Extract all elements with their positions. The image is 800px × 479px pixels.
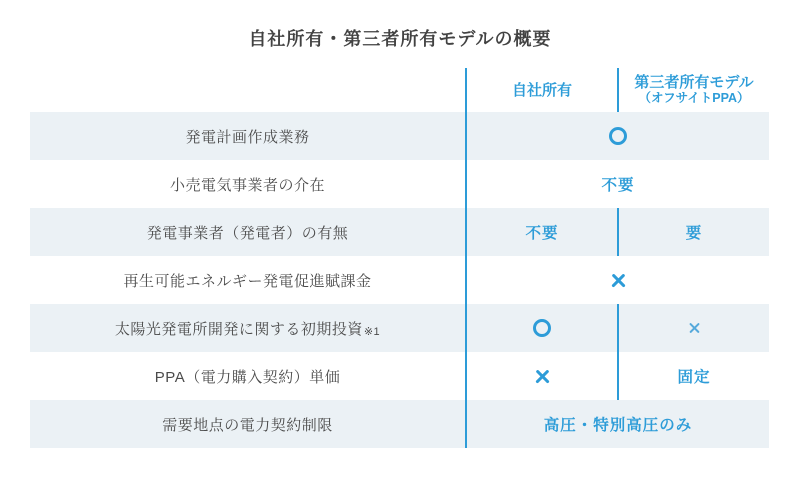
- value-text: 不要: [601, 177, 635, 194]
- cross-icon: [610, 272, 627, 289]
- value-cell: [465, 352, 617, 400]
- header-col-third-party-sublabel: （オフサイトPPA）: [638, 91, 750, 105]
- value-text: 不要: [525, 225, 559, 242]
- row-label-text: 発電事業者（発電者）の有無: [146, 224, 349, 242]
- table-row: [30, 400, 769, 448]
- table-row: [30, 112, 769, 160]
- row-label-text: 再生可能エネルギー発電促進賦課金: [123, 272, 372, 290]
- row-label: [30, 256, 465, 304]
- row-label-text: 需要地点の電力契約制限: [162, 416, 333, 434]
- row-label-note: ※1: [363, 325, 381, 338]
- table-row: [30, 352, 769, 400]
- value-cell: [465, 112, 769, 160]
- value-cell: [465, 256, 769, 304]
- page-title: 自社所有・第三者所有モデルの概要: [248, 29, 552, 49]
- header-col-self-owned-label: 自社所有: [511, 81, 572, 99]
- circle-icon: [533, 319, 551, 337]
- row-label: [30, 208, 465, 256]
- row-label-text: PPA（電力購入契約）単価: [154, 368, 341, 386]
- value-text: 固定: [677, 369, 711, 386]
- circle-icon: [609, 127, 627, 145]
- row-label: [30, 304, 465, 352]
- table-header-row: [30, 68, 769, 112]
- row-label: [30, 400, 465, 448]
- row-label: [30, 112, 465, 160]
- table-row: [30, 208, 769, 256]
- value-cell: [465, 304, 617, 352]
- row-label: [30, 352, 465, 400]
- value-cell: [465, 208, 617, 256]
- header-col-third-party: [617, 68, 769, 112]
- header-label-spacer: [30, 68, 465, 112]
- table-row: [30, 256, 769, 304]
- value-cell: [617, 304, 769, 352]
- row-label: [30, 160, 465, 208]
- comparison-table-body: [30, 112, 769, 448]
- value-cell: [465, 400, 769, 448]
- value-text: 高圧・特別高圧のみ: [543, 417, 693, 434]
- comparison-table: [30, 68, 769, 448]
- table-row: [30, 304, 769, 352]
- value-cell: [617, 208, 769, 256]
- header-col-self-owned: [465, 68, 617, 112]
- row-label-text: 小売電気事業者の介在: [169, 176, 325, 194]
- cross-icon: [688, 322, 701, 335]
- header-col-third-party-label: 第三者所有モデル: [634, 74, 754, 91]
- cross-icon: [534, 368, 551, 385]
- value-text: 要: [685, 225, 703, 242]
- table-row: [30, 160, 769, 208]
- value-cell: [465, 160, 769, 208]
- row-label-text: 太陽光発電所開発に関する初期投資: [114, 320, 363, 338]
- row-label-text: 発電計画作成業務: [185, 128, 310, 146]
- value-cell: [617, 352, 769, 400]
